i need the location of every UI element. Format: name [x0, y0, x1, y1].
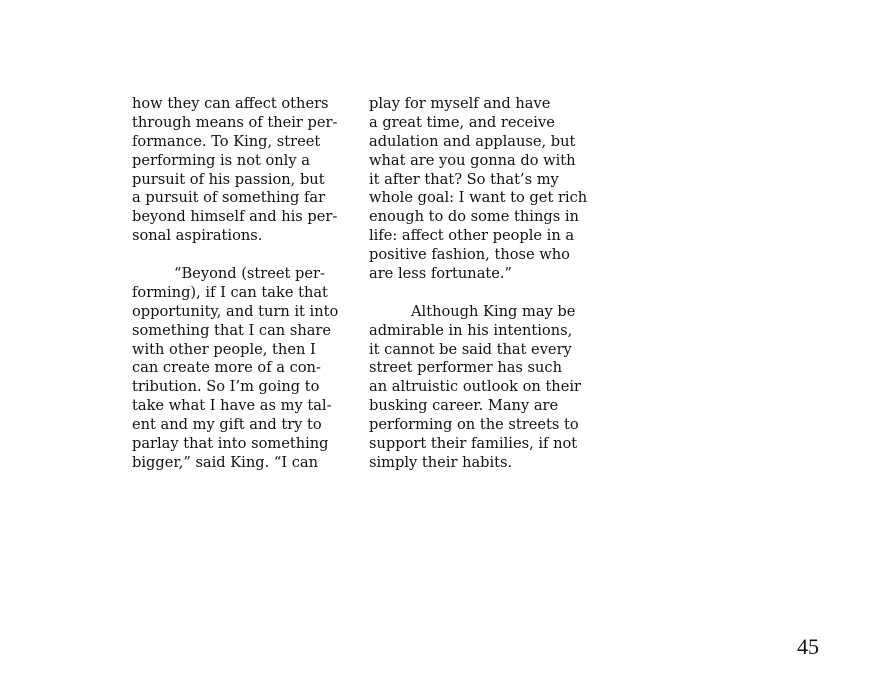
text-line: play for myself and have — [369, 95, 551, 112]
text-line: what are you gonna do with — [369, 151, 576, 169]
text-line: pursuit of his passion, but — [132, 170, 325, 188]
text-line: support their families, if not — [369, 435, 578, 453]
text-line: can create more of a con- — [132, 359, 321, 377]
text-line: with other people, then I — [132, 340, 316, 358]
text-column-right — [369, 95, 599, 473]
paragraph-gap — [132, 246, 352, 265]
text-line: are less fortunate.” — [369, 265, 513, 283]
text-line: busking career. Many are — [369, 397, 559, 415]
text-line: it cannot be said that every — [369, 340, 572, 358]
text-line: tribution. So I’m going to — [132, 378, 320, 396]
text-line: through means of their per- — [132, 113, 338, 131]
text-line: admirable in his intentions, — [369, 321, 573, 339]
text-line: adulation and applause, but — [369, 132, 576, 150]
text-line: positive fashion, those who — [369, 246, 570, 264]
text-line: “Beyond (street per- — [174, 265, 325, 283]
text-line: take what I have as my tal- — [132, 397, 332, 415]
text-line: beyond himself and his per- — [132, 208, 338, 226]
text-line: a great time, and receive — [369, 113, 555, 131]
page-number: 45 — [797, 634, 819, 659]
text-line: Although King may be — [411, 302, 576, 320]
text-line: performing on the streets to — [369, 416, 579, 434]
text-line: forming), if I can take that — [132, 283, 328, 301]
paragraph-gap — [369, 284, 599, 303]
text-line: parlay that into something — [132, 435, 329, 453]
paragraph — [132, 95, 352, 246]
text-line: a pursuit of something far — [132, 189, 326, 207]
paragraph — [132, 265, 352, 473]
text-line: street performer has such — [369, 359, 563, 377]
text-line: it after that? So that’s my — [369, 170, 559, 188]
paragraph — [369, 95, 599, 284]
text-column-left — [132, 95, 352, 473]
text-line: bigger,” said King. “I can — [132, 453, 319, 471]
text-line: whole goal: I want to get rich — [369, 189, 588, 207]
text-line: formance. To King, street — [132, 132, 321, 150]
text-line: how they can affect others — [132, 95, 329, 112]
text-line: an altruistic outlook on their — [369, 378, 581, 396]
text-line: life: affect other people in a — [369, 227, 575, 245]
paragraph — [369, 303, 599, 473]
text-line: something that I can share — [132, 321, 332, 339]
text-line: simply their habits. — [369, 453, 513, 471]
text-line: enough to do some things in — [369, 208, 579, 226]
text-line: ent and my gift and try to — [132, 416, 322, 434]
text-line: sonal aspirations. — [132, 227, 263, 245]
text-line: opportunity, and turn it into — [132, 302, 339, 320]
text-line: performing is not only a — [132, 151, 310, 169]
